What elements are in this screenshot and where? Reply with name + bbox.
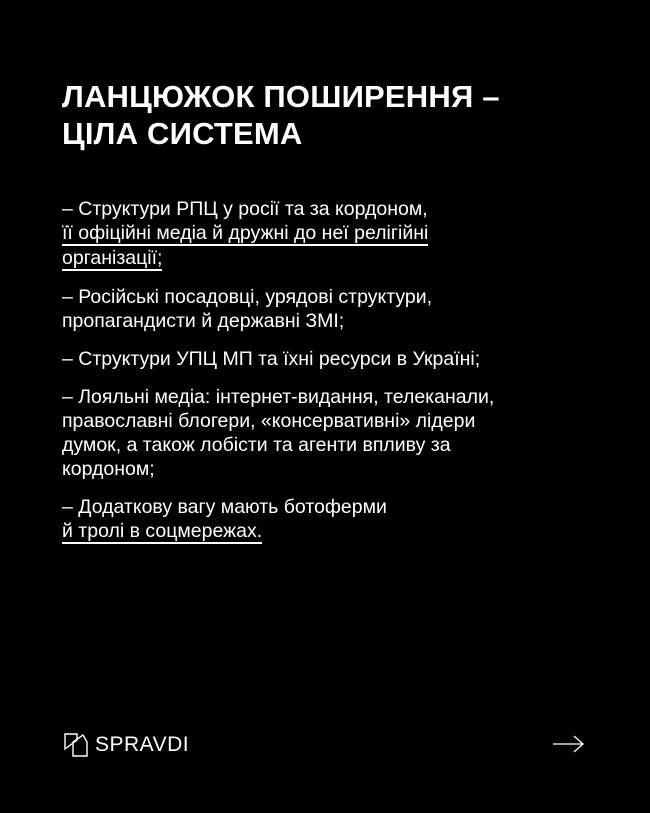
arrow-right-icon[interactable] [553, 734, 585, 754]
text: православні блогери, «консервативні» лідери [62, 410, 476, 432]
item-list [62, 197, 622, 558]
text: – Лояльні медіа: інтернет-видання, телеканали, [62, 386, 495, 408]
title-line: ЛАНЦЮЖОК ПОШИРЕННЯ – [62, 79, 500, 114]
item-line [62, 285, 622, 309]
text: – Російські посадовці, урядові структури, [62, 286, 433, 308]
spravdi-logo-icon [63, 732, 89, 758]
text: – Структури РПЦ у росії та за кордоном, [62, 198, 428, 220]
item-line [62, 457, 622, 481]
list-item [62, 385, 622, 481]
text: – Структури УПЦ МП та їхні ресурси в Україні; [62, 348, 481, 370]
brand-name: SPRAVDI [95, 733, 190, 756]
item-line [62, 385, 622, 409]
item-line [62, 347, 622, 371]
item-line [62, 409, 622, 433]
item-line [62, 197, 622, 221]
text: кордоном; [62, 458, 155, 480]
text: пропагандисти й державні ЗМІ; [62, 310, 345, 332]
text: – Додаткову вагу мають ботоферми [62, 496, 387, 518]
underlined-text: й тролі в соцмережах. [62, 520, 263, 542]
item-line [62, 433, 622, 457]
underlined-text: організації; [62, 247, 163, 269]
item-line [62, 519, 622, 544]
brand-logo [63, 732, 189, 758]
title-line: ЦІЛА СИСТЕМА [62, 116, 303, 151]
item-line [62, 221, 622, 246]
list-item [62, 495, 622, 544]
text: думок, а також лобісти та агенти впливу за [62, 434, 451, 456]
item-line [62, 246, 622, 271]
page-title [62, 78, 500, 152]
item-line [62, 309, 622, 333]
item-line [62, 495, 622, 519]
underlined-text: її офіційні медіа й дружні до неї релігійні [62, 222, 429, 244]
list-item [62, 347, 622, 371]
list-item [62, 285, 622, 333]
list-item [62, 197, 622, 271]
